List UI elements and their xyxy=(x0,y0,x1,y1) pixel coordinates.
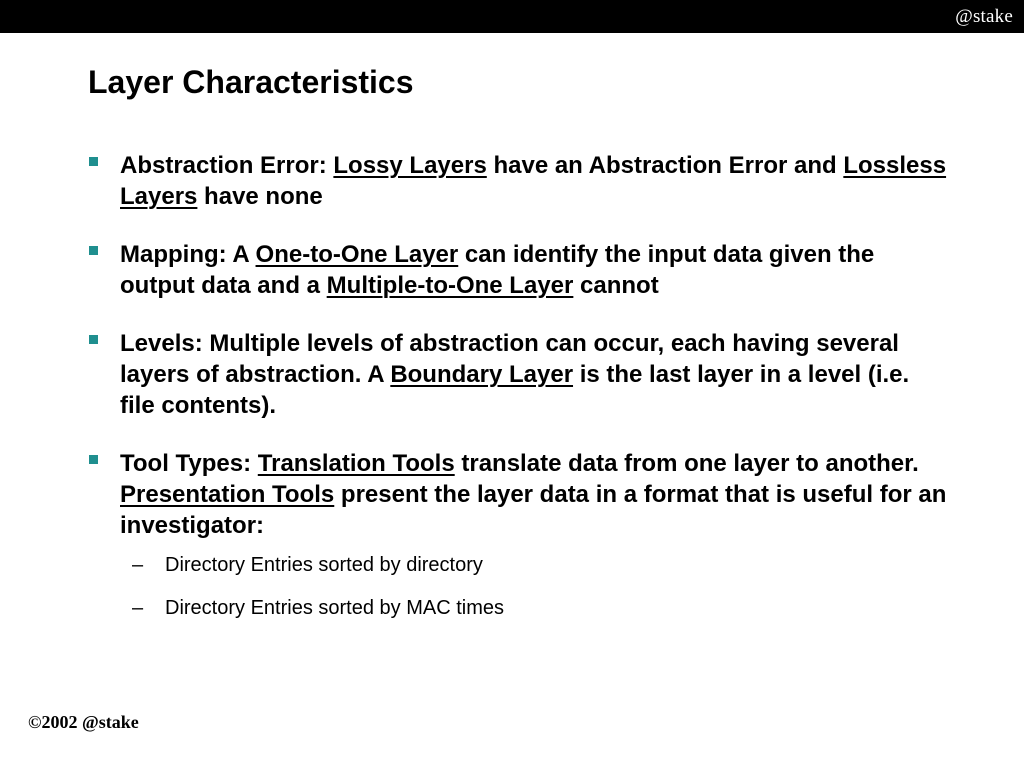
slide-title: Layer Characteristics xyxy=(88,64,414,100)
term-boundary-layer: Boundary Layer xyxy=(390,361,574,388)
term-lossy-layers: Lossy Layers xyxy=(333,152,487,179)
bullet-text: is the last layer in a level (i.e. file contents). xyxy=(120,361,910,419)
sub-bullet-list xyxy=(88,552,948,638)
dash-bullet-icon: – xyxy=(132,554,144,576)
bullet-text: have none xyxy=(197,183,323,210)
footer-copyright: ©2002 @stake xyxy=(28,712,139,732)
bullet-text: have an Abstraction Error and xyxy=(486,152,844,179)
square-bullet-icon xyxy=(89,335,98,344)
sub-bullet-text: Directory Entries sorted by MAC times xyxy=(165,597,504,619)
bullet-text: can identify the input data given the output data and a xyxy=(120,241,875,299)
square-bullet-icon xyxy=(89,157,98,166)
bullet-text: Abstraction Error: xyxy=(120,152,334,179)
bullet-text: present the layer data in a format that is useful for an investigator: xyxy=(120,481,947,539)
term-lossless-layers: Lossless Layers xyxy=(120,152,947,210)
square-bullet-icon xyxy=(89,246,98,255)
term-multiple-to-one-layer: Multiple-to-One Layer xyxy=(326,272,574,299)
bullet-text: cannot xyxy=(573,272,659,299)
term-translation-tools: Translation Tools xyxy=(257,450,455,477)
bullet-abstraction-error xyxy=(88,150,948,212)
dash-bullet-icon: – xyxy=(132,597,144,619)
bullet-list xyxy=(88,150,948,568)
brand-logo-text: @stake xyxy=(955,6,1013,27)
bullet-text: translate data from one layer to another. xyxy=(454,450,919,477)
bullet-text: Tool Types: xyxy=(120,450,258,477)
square-bullet-icon xyxy=(89,455,98,464)
bullet-text: Mapping: A xyxy=(120,241,256,268)
top-bar xyxy=(0,0,1024,33)
bullet-levels xyxy=(88,328,948,421)
bullet-text: Levels: Multiple levels of abstraction can occur, each having several layers of abstraction. A xyxy=(120,330,899,388)
sub-bullet-text: Directory Entries sorted by directory xyxy=(165,554,483,576)
bullet-mapping xyxy=(88,239,948,301)
bullet-tool-types xyxy=(88,448,948,541)
term-one-to-one-layer: One-to-One Layer xyxy=(255,241,459,268)
sub-bullet-directory xyxy=(88,552,948,578)
sub-bullet-mac-times xyxy=(88,595,948,621)
term-presentation-tools: Presentation Tools xyxy=(120,481,335,508)
